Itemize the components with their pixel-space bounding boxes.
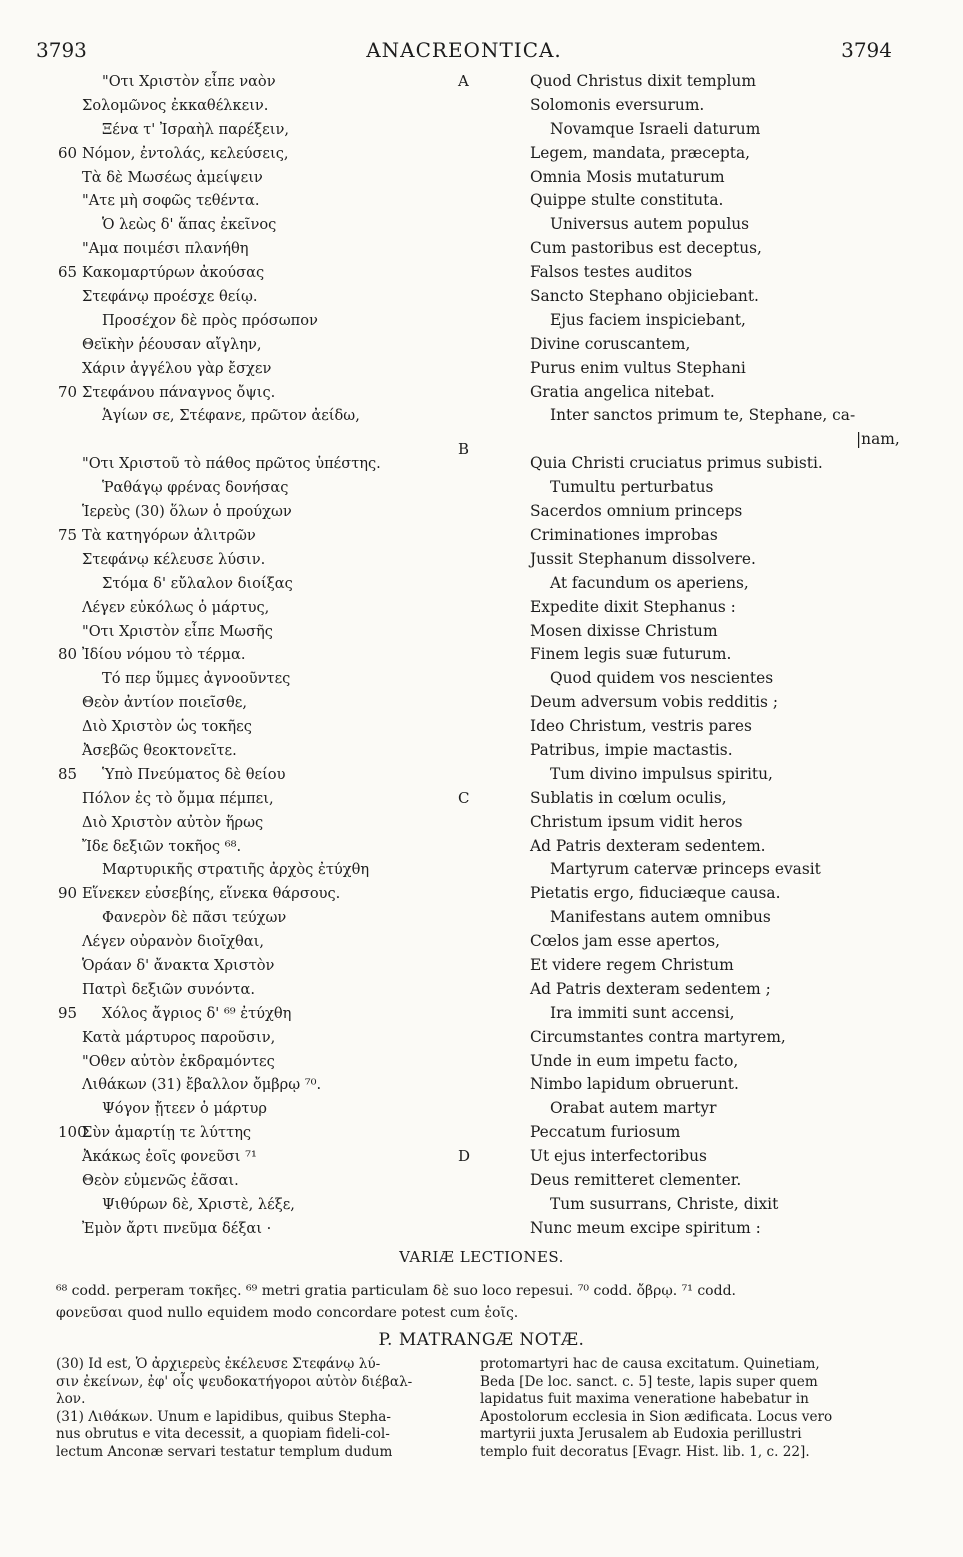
verse-line xyxy=(36,691,892,715)
latin-verse: Tumultu perturbatus xyxy=(550,478,714,497)
verse-line xyxy=(36,1050,892,1074)
greek-verse: Πόλον ἐς τὸ ὄμμα πέμπει, xyxy=(82,789,274,807)
verse-line xyxy=(36,70,892,94)
latin-verse: Mosen dixisse Christum xyxy=(530,621,718,640)
variae-lectiones xyxy=(56,1280,892,1324)
line-number: 95 xyxy=(58,1003,78,1022)
latin-verse: Pietatis ergo, fiduciæque causa. xyxy=(530,884,781,903)
verse-line xyxy=(36,906,892,930)
greek-verse: Ψόγον ᾔτεεν ὁ μάρτυρ xyxy=(102,1100,267,1118)
note-line: λον. xyxy=(56,1391,86,1408)
greek-verse: Ἀσεβῶς θεοκτονεῖτε. xyxy=(82,741,237,759)
variae-line: ⁶⁸ codd. perperam τοκῆες. ⁶⁹ metri gratia particulam δὲ suo loco repesui. ⁷⁰ codd. ὄβρῳ. ⁷¹ codd. xyxy=(56,1283,736,1299)
verse-line xyxy=(36,118,892,142)
greek-verse: Κακομαρτύρων ἀκούσας xyxy=(82,264,265,282)
notes-heading: P. MATRANGÆ NOTÆ. xyxy=(378,1330,585,1350)
latin-verse: Tum susurrans, Christe, dixit xyxy=(550,1194,779,1213)
latin-verse: Quippe stulte constituta. xyxy=(530,191,724,210)
latin-verse: Inter sanctos primum te, Stephane, ca- xyxy=(550,406,856,425)
note-line: lapidatus fuit maxima veneratione habebatur in xyxy=(480,1391,809,1408)
variae-heading: VARIÆ LECTIONES. xyxy=(399,1248,564,1266)
verse-line xyxy=(36,142,892,166)
section-marker: B xyxy=(458,440,470,459)
verse-line xyxy=(36,787,892,811)
note-line: (30) Id est, Ὁ ἀρχιερεὺς ἐκέλευσε Στεφάνῳ λύ- xyxy=(56,1356,381,1372)
greek-verse: Χάριν ἀγγέλου γὰρ ἔσχεν xyxy=(82,359,272,377)
verse-line xyxy=(36,1193,892,1217)
greek-verse: Προσέχον δὲ πρὸς πρόσωπον xyxy=(102,311,318,329)
greek-verse: Ὁ λεὼς δ' ἅπας ἐκεῖνος xyxy=(102,216,277,234)
latin-verse: Purus enim vultus Stephani xyxy=(530,358,746,377)
greek-verse: "Αμα ποιμέσι πλανήθη xyxy=(82,240,249,258)
line-number: 80 xyxy=(58,645,78,664)
verse-line xyxy=(36,333,892,357)
greek-verse: Εἵνεκεν εὐσεβίης, εἵνεκα θάρσους. xyxy=(82,885,341,903)
latin-verse: Peccatum furiosum xyxy=(530,1123,681,1142)
latin-verse: Deus remitteret clementer. xyxy=(530,1170,742,1189)
latin-verse: Expedite dixit Stephanus : xyxy=(530,597,736,616)
latin-verse: Circumstantes contra martyrem, xyxy=(530,1027,786,1046)
latin-verse: Omnia Mosis mutaturum xyxy=(530,167,725,186)
latin-verse-continuation: |nam, xyxy=(856,430,900,449)
verse-line xyxy=(36,643,892,667)
verse-line xyxy=(36,524,892,548)
verse-line xyxy=(36,930,892,954)
latin-verse: Et videre regem Christum xyxy=(530,955,734,974)
verse-line xyxy=(36,166,892,190)
latin-verse: Ideo Christum, vestris pares xyxy=(530,717,752,736)
greek-verse: Λιθάκων (31) ἔβαλλον ὄμβρῳ ⁷⁰. xyxy=(82,1076,322,1094)
section-marker: D xyxy=(458,1147,471,1166)
latin-verse: Sacerdos omnium princeps xyxy=(530,502,743,521)
latin-verse: Patribus, impie mactastis. xyxy=(530,740,733,759)
latin-verse: Ejus faciem inspiciebant, xyxy=(550,310,746,329)
verse-line xyxy=(36,835,892,859)
latin-verse: Falsos testes auditos xyxy=(530,263,693,282)
latin-verse: Quod quidem vos nescientes xyxy=(550,669,774,688)
parallel-text xyxy=(36,70,900,1241)
verse-line xyxy=(36,94,892,118)
latin-verse: Ad Patris dexteram sedentem ; xyxy=(530,979,771,998)
greek-verse: Ῥαθάγῳ φρένας δονήσας xyxy=(102,479,289,497)
greek-verse: Λέγεν οὐρανὸν διοῖχθαι, xyxy=(82,933,265,951)
notes-right-column xyxy=(480,1356,892,1462)
section-marker: C xyxy=(458,788,470,807)
greek-verse: Μαρτυρικῆς στρατιῆς ἀρχὸς ἐτύχθη xyxy=(102,861,370,879)
verse-line xyxy=(36,500,892,524)
greek-verse: Τὰ κατηγόρων ἀλιτρῶν xyxy=(82,526,256,544)
line-number: 100 xyxy=(58,1123,87,1142)
verse-line xyxy=(36,596,892,620)
note-line: templo fuit decoratus [Evagr. Hist. lib. 1, c. 22]. xyxy=(480,1443,810,1460)
latin-verse: Nunc meum excipe spiritum : xyxy=(530,1218,761,1237)
latin-verse: Ut ejus interfectoribus xyxy=(530,1147,707,1166)
running-title: ANACREONTICA. xyxy=(366,38,562,62)
note-line: protomartyri hac de causa excitatum. Quinetiam, xyxy=(480,1356,820,1372)
latin-verse: Legem, mandata, præcepta, xyxy=(530,143,751,162)
latin-verse: Quod Christus dixit templum xyxy=(530,72,756,90)
verse-line xyxy=(36,715,892,739)
greek-verse: "Οτι Χριστὸν εἶπε Μωσῆς xyxy=(82,622,273,640)
verse-line xyxy=(36,213,892,237)
greek-verse: Στεφάνῳ προέσχε θείῳ. xyxy=(82,288,258,306)
line-number: 90 xyxy=(58,884,78,903)
right-page-number: 3794 xyxy=(841,38,892,62)
verse-line xyxy=(36,978,892,1002)
greek-verse: Σὺν ἁμαρτίῃ τε λύττης xyxy=(82,1124,252,1142)
greek-verse: Φανερὸν δὲ πᾶσι τεύχων xyxy=(102,909,287,927)
greek-verse: Διὸ Χριστὸν ὡς τοκῆες xyxy=(82,718,252,736)
latin-verse: Novamque Israeli daturum xyxy=(550,119,761,138)
greek-verse: Ἱερεὺς (30) ὅλων ὁ προύχων xyxy=(82,503,292,521)
note-line: (31) Λιθάκων. Unum e lapidibus, quibus Stepha- xyxy=(56,1408,391,1425)
greek-verse: Χόλος ἄγριος δ' ⁶⁹ ἐτύχθη xyxy=(102,1004,292,1022)
latin-verse: Finem legis suæ futurum. xyxy=(530,645,732,664)
latin-verse: Martyrum catervæ princeps evasit xyxy=(550,860,821,879)
verse-line xyxy=(36,739,892,763)
verse-line xyxy=(36,1121,892,1145)
verse-line xyxy=(36,261,892,285)
greek-verse: Λέγεν εὐκόλως ὁ μάρτυς, xyxy=(82,598,270,616)
variae-line: φονεῦσαι quod nullo equidem modo concordare potest cum ἑοῖς. xyxy=(56,1305,519,1321)
line-number: 85 xyxy=(58,764,78,783)
greek-verse: Θεὸν εὐμενῶς ἐᾶσαι. xyxy=(82,1171,239,1189)
verse-line xyxy=(36,1026,892,1050)
verse-line xyxy=(36,620,892,644)
latin-verse: Sublatis in cœlum oculis, xyxy=(530,788,727,807)
greek-verse: Σολομῶνος ἐκκαθέλκειν. xyxy=(82,96,269,114)
greek-verse: Ἴδε δεξιῶν τοκῆος ⁶⁸. xyxy=(82,837,242,855)
latin-verse: Criminationes improbas xyxy=(530,525,718,544)
latin-verse: Jussit Stephanum dissolvere. xyxy=(530,549,756,568)
greek-verse: Κατὰ μάρτυρος παροῦσιν, xyxy=(82,1028,276,1046)
latin-verse: Quia Christi cruciatus primus subisti. xyxy=(530,454,823,473)
latin-verse: Christum ipsum vidit heros xyxy=(530,812,743,831)
greek-verse: Τὰ δὲ Μωσέως ἀμείψειν xyxy=(82,168,263,186)
latin-verse: Cum pastoribus est deceptus, xyxy=(530,239,762,258)
greek-verse: "Οτι Χριστὸν εἶπε ναὸν xyxy=(102,73,276,90)
latin-verse: Cœlos jam esse apertos, xyxy=(530,932,721,951)
verse-line xyxy=(36,189,892,213)
verse-line xyxy=(36,667,892,691)
verse-line xyxy=(36,285,892,309)
greek-verse: Ψιθύρων δὲ, Χριστὲ, λέξε, xyxy=(102,1195,295,1213)
latin-verse: Sancto Stephano objiciebant. xyxy=(530,287,759,306)
note-line: Apostolorum ecclesia in Sion ædificata. Locus vero xyxy=(480,1408,833,1425)
greek-verse: Ἰδίου νόμου τὸ τέρμα. xyxy=(82,646,246,664)
line-number: 65 xyxy=(58,263,78,282)
note-line: nus obrutus e vita decessit, a quopiam fideli-col- xyxy=(56,1426,390,1443)
verse-line xyxy=(36,237,892,261)
note-line: martyrii juxta Jerusalem ab Eudoxia perillustri xyxy=(480,1426,802,1443)
verse-line xyxy=(36,882,892,906)
verse-line xyxy=(36,381,892,405)
verse-line xyxy=(36,476,892,500)
running-header xyxy=(36,38,892,68)
greek-verse: Ξένα τ' Ἰσραὴλ παρέξειν, xyxy=(102,120,289,138)
latin-verse: Divine coruscantem, xyxy=(530,334,691,353)
line-number: 75 xyxy=(58,525,78,544)
greek-verse: Θεὸν ἀντίον ποιεῖσθε, xyxy=(82,694,247,712)
verse-line xyxy=(36,1002,892,1026)
greek-verse: Ἀκάκως ἑοῖς φονεῦσι ⁷¹ xyxy=(82,1148,257,1166)
latin-verse: Nimbo lapidum obruerunt. xyxy=(530,1075,739,1094)
verse-line xyxy=(36,440,892,476)
greek-verse: "Οθεν αὐτὸν ἐκδραμόντες xyxy=(82,1052,275,1070)
greek-verse: Νόμον, ἐντολάς, κελεύσεις, xyxy=(82,144,289,162)
verse-line xyxy=(36,1217,892,1241)
section-marker: A xyxy=(458,72,469,90)
note-line: lectum Anconæ servari testatur templum dudum xyxy=(56,1443,393,1460)
latin-verse: Ira immiti sunt accensi, xyxy=(550,1003,735,1022)
note-line: σιν ἐκείνων, ἐφ' οἷς ψευδοκατήγοροι αὐτὸν διέβαλ- xyxy=(56,1373,413,1390)
latin-verse: Deum adversum vobis redditis ; xyxy=(530,693,779,712)
latin-verse: Orabat autem martyr xyxy=(550,1099,717,1118)
latin-verse: Ad Patris dexteram sedentem. xyxy=(530,836,766,855)
latin-verse: Unde in eum impetu facto, xyxy=(530,1051,739,1070)
greek-verse: Στόμα δ' εὔλαλον διοίξας xyxy=(102,574,293,592)
verse-line xyxy=(36,309,892,333)
verse-line xyxy=(36,1073,892,1097)
verse-line xyxy=(36,548,892,572)
latin-verse: Solomonis eversurum. xyxy=(530,95,705,114)
note-line: Beda [De loc. sanct. c. 5] teste, lapis super quem xyxy=(480,1373,818,1390)
verse-line xyxy=(36,1145,892,1169)
latin-verse: Gratia angelica nitebat. xyxy=(530,382,715,401)
latin-verse: Manifestans autem omnibus xyxy=(550,908,771,927)
verse-line xyxy=(36,572,892,596)
verse-line xyxy=(36,763,892,787)
line-number: 70 xyxy=(58,382,78,401)
notes-left-column xyxy=(56,1356,460,1462)
greek-verse: Διὸ Χριστὸν αὐτὸν ἥρως xyxy=(82,813,264,831)
latin-verse: Tum divino impulsus spiritu, xyxy=(550,764,773,783)
line-number: 60 xyxy=(58,143,78,162)
verse-line xyxy=(36,357,892,381)
greek-verse: Ἐμὸν ἄρτι πνεῦμα δέξαι · xyxy=(82,1219,272,1237)
greek-verse: Τό περ ὕμμες ἀγνοοῦντες xyxy=(102,670,291,688)
greek-verse: Θεϊκὴν ῥέουσαν αἴγλην, xyxy=(82,335,262,353)
greek-verse: Στεφάνου πάναγνος ὄψις. xyxy=(82,383,276,401)
verse-line xyxy=(36,811,892,835)
left-page-number: 3793 xyxy=(36,38,87,62)
verse-line xyxy=(36,1169,892,1193)
greek-verse: Πατρὶ δεξιῶν συνόντα. xyxy=(82,980,256,998)
verse-line xyxy=(36,858,892,882)
greek-verse: "Ατε μὴ σοφῶς τεθέντα. xyxy=(82,192,260,210)
verse-line xyxy=(36,1097,892,1121)
greek-verse: Ἁγίων σε, Στέφανε, πρῶτον ἀείδω, xyxy=(102,407,360,425)
greek-verse: Ὑπὸ Πνεύματος δὲ θείου xyxy=(102,765,286,783)
latin-verse: At facundum os aperiens, xyxy=(550,573,749,592)
greek-verse: "Οτι Χριστοῦ τὸ πάθος πρῶτος ὑπέστης. xyxy=(82,455,381,473)
greek-verse: Ὁράαν δ' ἄνακτα Χριστὸν xyxy=(82,956,275,974)
greek-verse: Στεφάνῳ κέλευσε λύσιν. xyxy=(82,550,266,568)
latin-verse: Universus autem populus xyxy=(550,215,750,234)
verse-line xyxy=(36,954,892,978)
